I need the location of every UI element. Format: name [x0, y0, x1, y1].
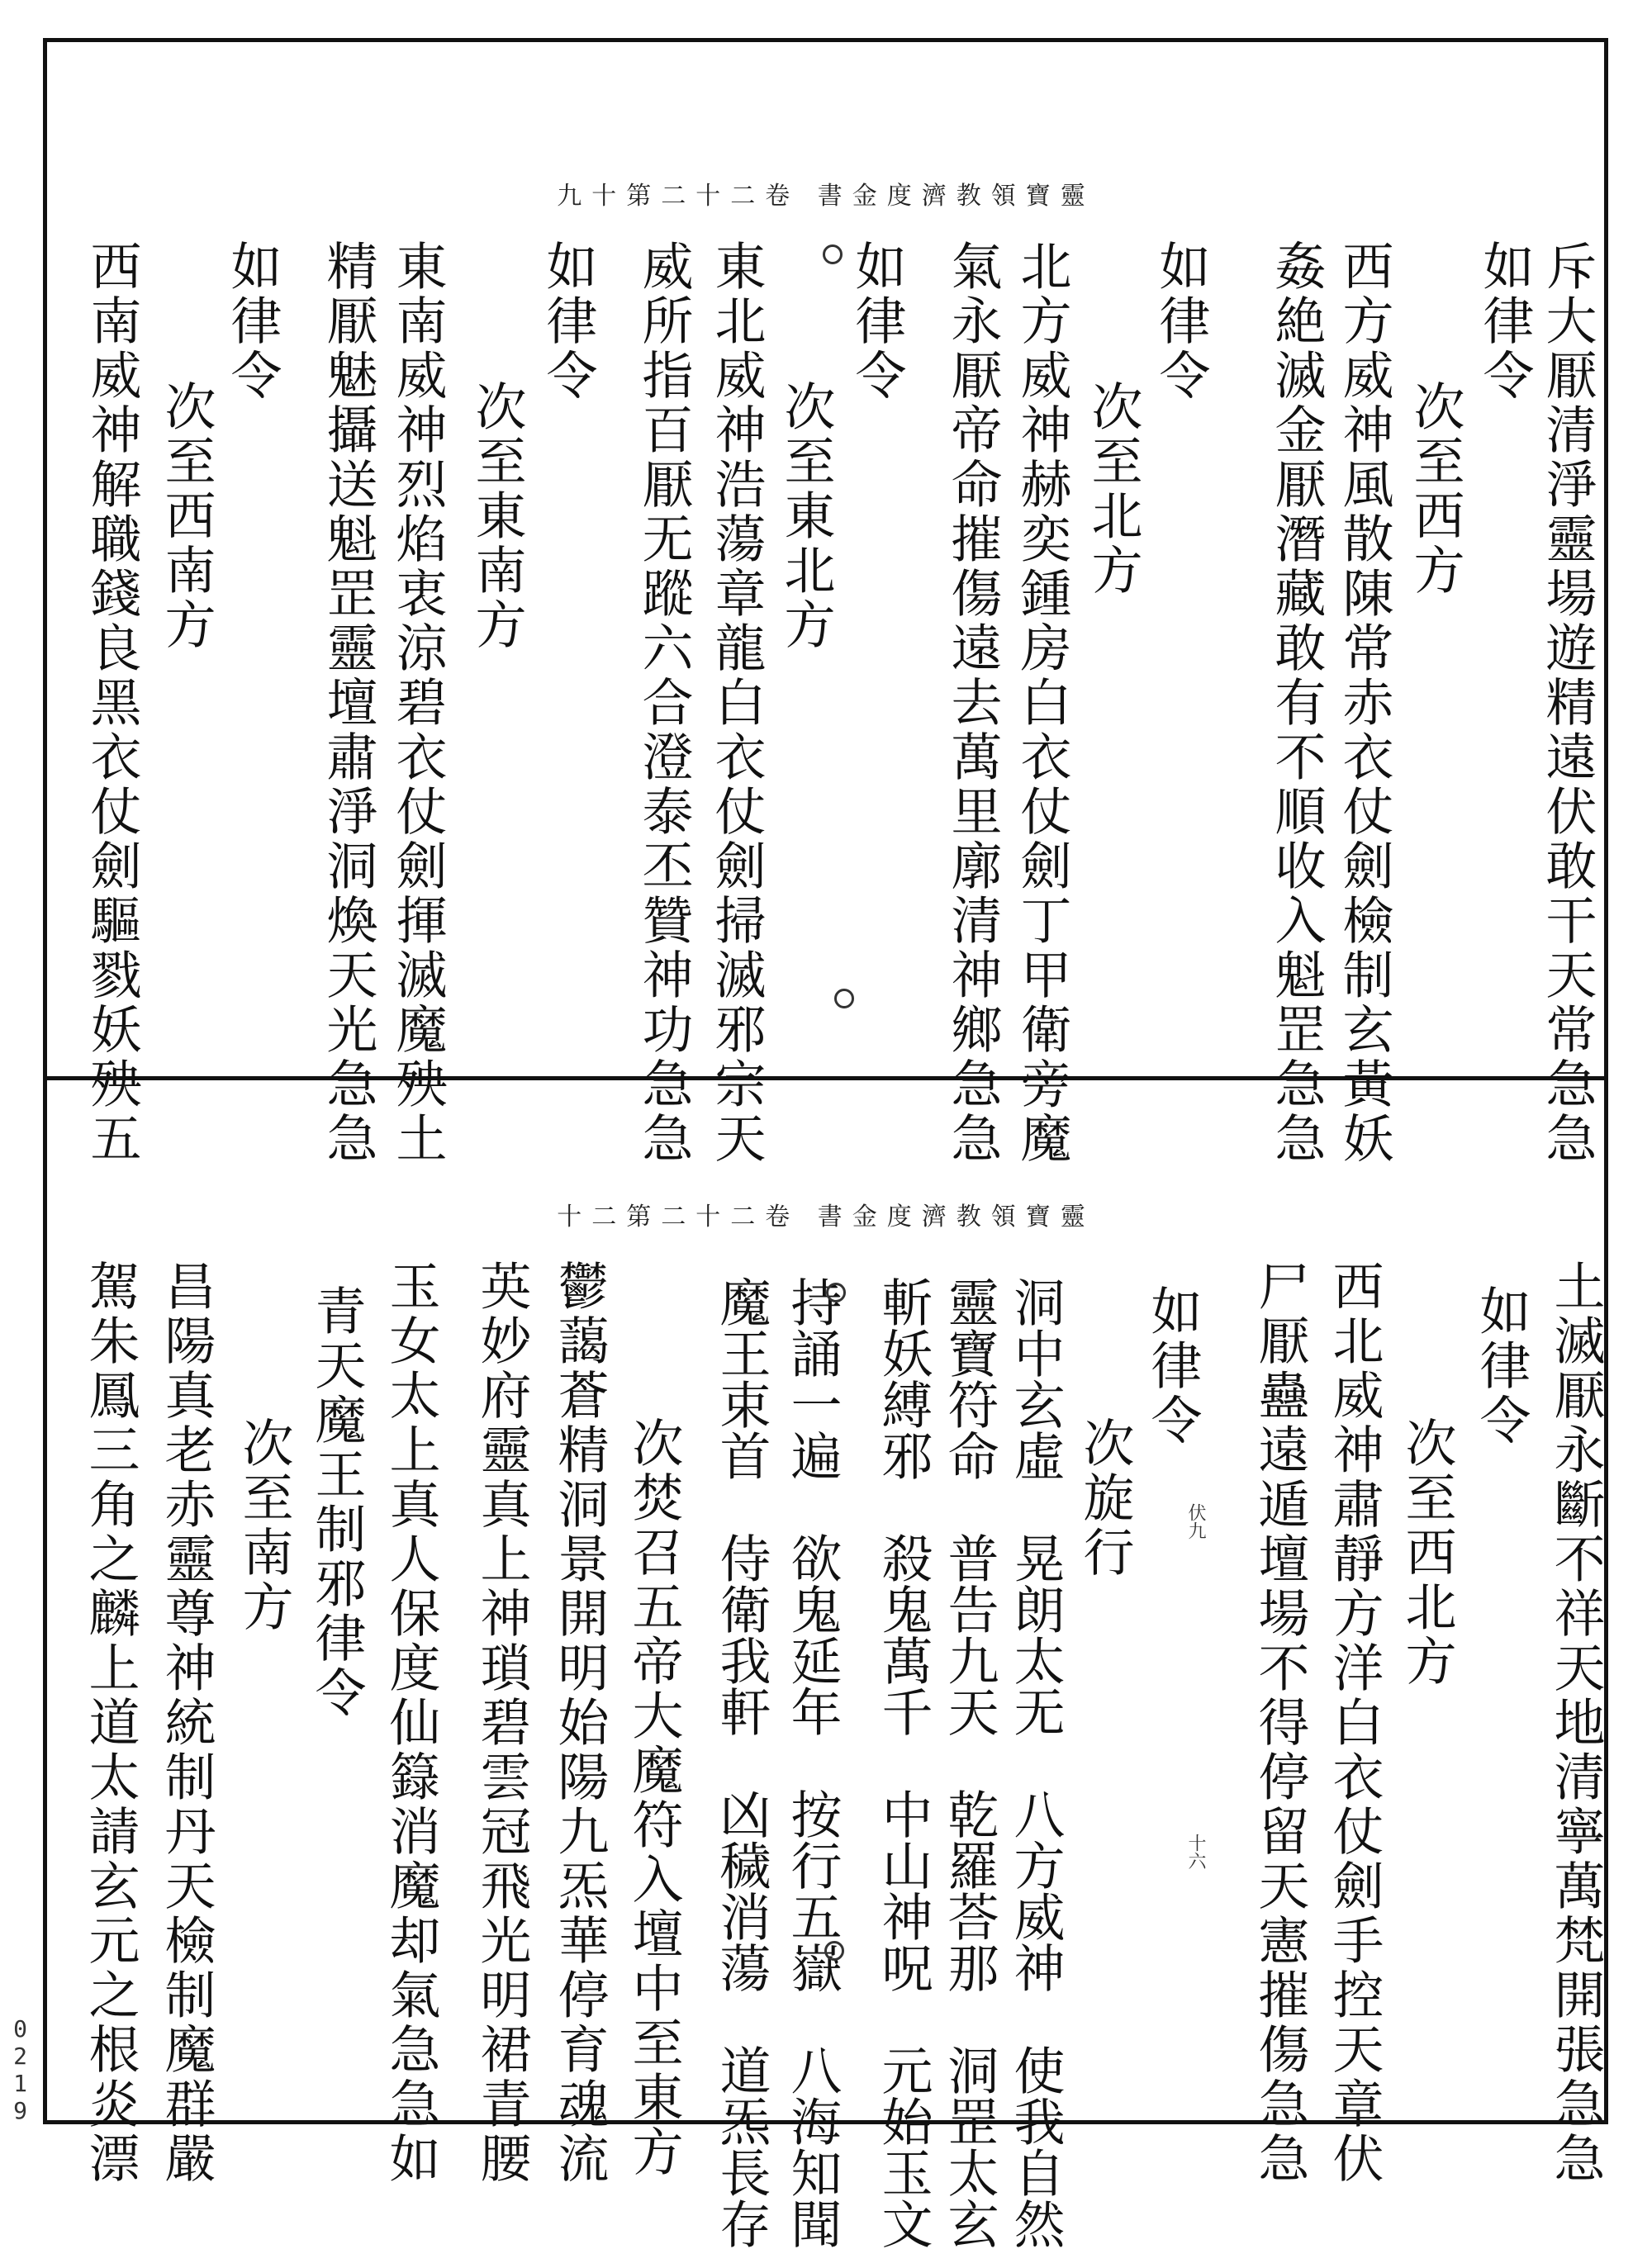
lower-column: 玉女太上真人保度仙籙消魔却氣急急如 [381, 1260, 441, 2186]
punctuation-circle [826, 1283, 846, 1302]
upper-column: 東北威神浩蕩章龍白衣仗劍掃滅邪宗天 [706, 240, 767, 1166]
lower-column: 昌陽真老赤靈尊神統制丹天檢制魔群嚴 [156, 1260, 216, 2186]
punctuation-circle [824, 1941, 844, 1961]
lower-column: 洞中玄虛 晃朗太无 八方威神 使我自然 [1005, 1276, 1066, 2249]
lower-column: 英妙府靈真上神瑣碧雲冠飛光明裙青腰 [472, 1260, 532, 2186]
lower-column: 靈寶符命 普告九天 乾羅荅那 洞罡太玄 [939, 1276, 999, 2249]
lower-column: 次至南方 [234, 1416, 294, 1635]
lower-column: 次旋行 [1075, 1416, 1135, 1580]
upper-column: 東南威神烈焰衷涼碧衣仗劍揮滅魔殃土 [387, 240, 448, 1166]
upper-column: 次至東南方 [467, 380, 527, 652]
margin-page-number: 0219 [7, 2015, 34, 2124]
lower-column: 西北威神肅靜方洋白衣仗劍手控天章伏 [1324, 1260, 1384, 2186]
lower-column: 斬妖縛邪 殺鬼萬千 中山神呪 元始玉文 [873, 1276, 933, 2249]
upper-column: 斥大厭清淨靈場遊精遠伏敢干天常急急 [1537, 240, 1597, 1166]
lower-column: 駕朱鳳三角之麟上道太請玄元之根炎漂 [80, 1260, 140, 2186]
upper-column: 如律令 [847, 240, 907, 403]
punctuation-circle [834, 989, 854, 1008]
upper-column: 北方威神赫奕鍾房白衣仗劍丁甲衛旁魔 [1012, 240, 1072, 1166]
upper-column: 次至東北方 [776, 380, 836, 652]
lower-column: 土滅厭永斷不祥天地清寧萬梵開張急急 [1545, 1260, 1606, 2186]
lower-column: 持誦一遍 欲鬼延年 按行五嶽 八海知聞 [782, 1276, 843, 2249]
upper-column: 精厭魅攝送魁罡靈壇肅淨洞煥天光急急 [318, 240, 378, 1166]
lower-column: 青天魔王制邪律令 [306, 1284, 367, 1720]
lower-column: 尸厭蠱遠遁壇場不得停留天憲摧傷急急 [1250, 1260, 1310, 2186]
page-marker: 十六 [1185, 1834, 1206, 1870]
upper-column: 次至北方 [1083, 380, 1143, 598]
small-note: 伏九 [1185, 1503, 1206, 1540]
upper-column: 如律令 [222, 240, 282, 403]
lower-column: 次至西北方 [1397, 1416, 1457, 1689]
lower-column: 鬱藹蒼精洞景開明始陽九炁華停育魂流 [549, 1260, 610, 2186]
upper-column: 如律令 [1474, 240, 1535, 403]
upper-page-header: 九十第二十二卷 書金度濟教領寶靈 [557, 182, 1095, 211]
upper-column: 如律令 [1151, 240, 1211, 403]
upper-column: 次至西方 [1405, 380, 1465, 598]
lower-column: 如律令 [1142, 1284, 1203, 1448]
upper-column: 西南威神解職錢良黑衣仗劍驅戮妖殃五 [82, 240, 142, 1166]
upper-column: 如律令 [538, 240, 598, 403]
upper-column: 次至西南方 [156, 380, 216, 652]
upper-column: 威所指百厭无蹤六合澄泰丕贊神功急急 [634, 240, 694, 1166]
upper-column: 西方威神風散陳常赤衣仗劍檢制玄黃妖 [1334, 240, 1394, 1166]
lower-column: 魔王束首 侍衛我軒 凶穢消蕩 道炁長存 [711, 1276, 771, 2249]
upper-column: 姦絶滅金厭潛藏敢有不順收入魁罡急急 [1266, 240, 1327, 1166]
upper-column: 氣永厭帝命摧傷遠去萬里廓清神鄉急急 [942, 240, 1003, 1166]
punctuation-circle [823, 244, 843, 264]
lower-column: 次焚召五帝大魔符入壇中至東方 [624, 1416, 684, 2180]
lower-column: 如律令 [1471, 1284, 1531, 1448]
lower-page-header: 十二第二十二卷 書金度濟教領寶靈 [557, 1203, 1095, 1231]
